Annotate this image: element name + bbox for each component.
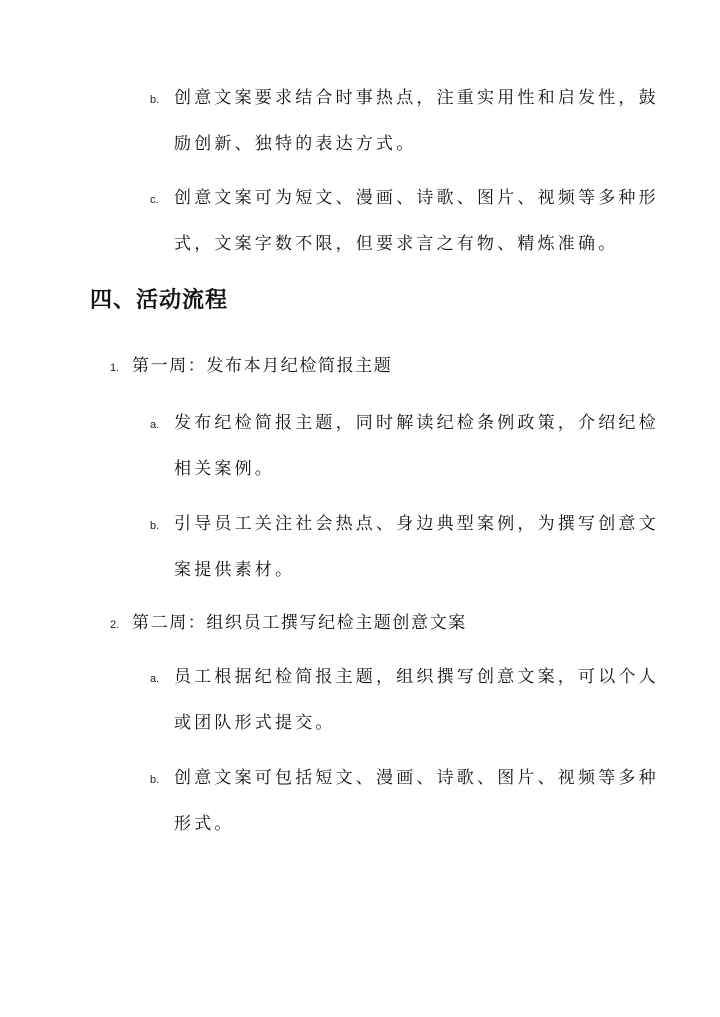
paragraph-line: 相关案例。 bbox=[174, 459, 275, 479]
paragraph-line: 创意文案要求结合时事热点，注重实用性和启发性，鼓 bbox=[174, 88, 659, 108]
list-marker: a. bbox=[150, 419, 160, 431]
paragraph-line: 励创新、独特的表达方式。 bbox=[174, 134, 417, 154]
paragraph-line: 引导员工关注社会热点、身边典型案例，为撰写创意文 bbox=[174, 514, 659, 534]
step-title: 第二周：组织员工撰写纪检主题创意文案 bbox=[132, 613, 467, 633]
paragraph-line: 创意文案可包括短文、漫画、诗歌、图片、视频等多种 bbox=[174, 768, 659, 788]
section-heading: 四、活动流程 bbox=[90, 288, 229, 313]
list-marker: c. bbox=[150, 194, 159, 206]
step-marker: 1. bbox=[110, 362, 120, 374]
step-title: 第一周：发布本月纪检简报主题 bbox=[132, 356, 393, 376]
paragraph-line: 案提供素材。 bbox=[174, 560, 296, 580]
list-marker: b. bbox=[150, 774, 160, 786]
paragraph-line: 员工根据纪检简报主题，组织撰写创意文案，可以个人 bbox=[174, 667, 659, 687]
paragraph-line: 式，文案字数不限，但要求言之有物、精炼准确。 bbox=[174, 234, 619, 254]
paragraph-line: 发布纪检简报主题，同时解读纪检条例政策，介绍纪检 bbox=[174, 413, 659, 433]
list-marker: a. bbox=[150, 673, 160, 685]
paragraph-line: 形式。 bbox=[174, 814, 235, 834]
paragraph-line: 或团队形式提交。 bbox=[174, 713, 336, 733]
paragraph-line: 创意文案可为短文、漫画、诗歌、图片、视频等多种形 bbox=[174, 188, 659, 208]
list-marker: b. bbox=[150, 520, 160, 532]
step-marker: 2. bbox=[110, 619, 120, 631]
list-marker: b. bbox=[150, 94, 160, 106]
